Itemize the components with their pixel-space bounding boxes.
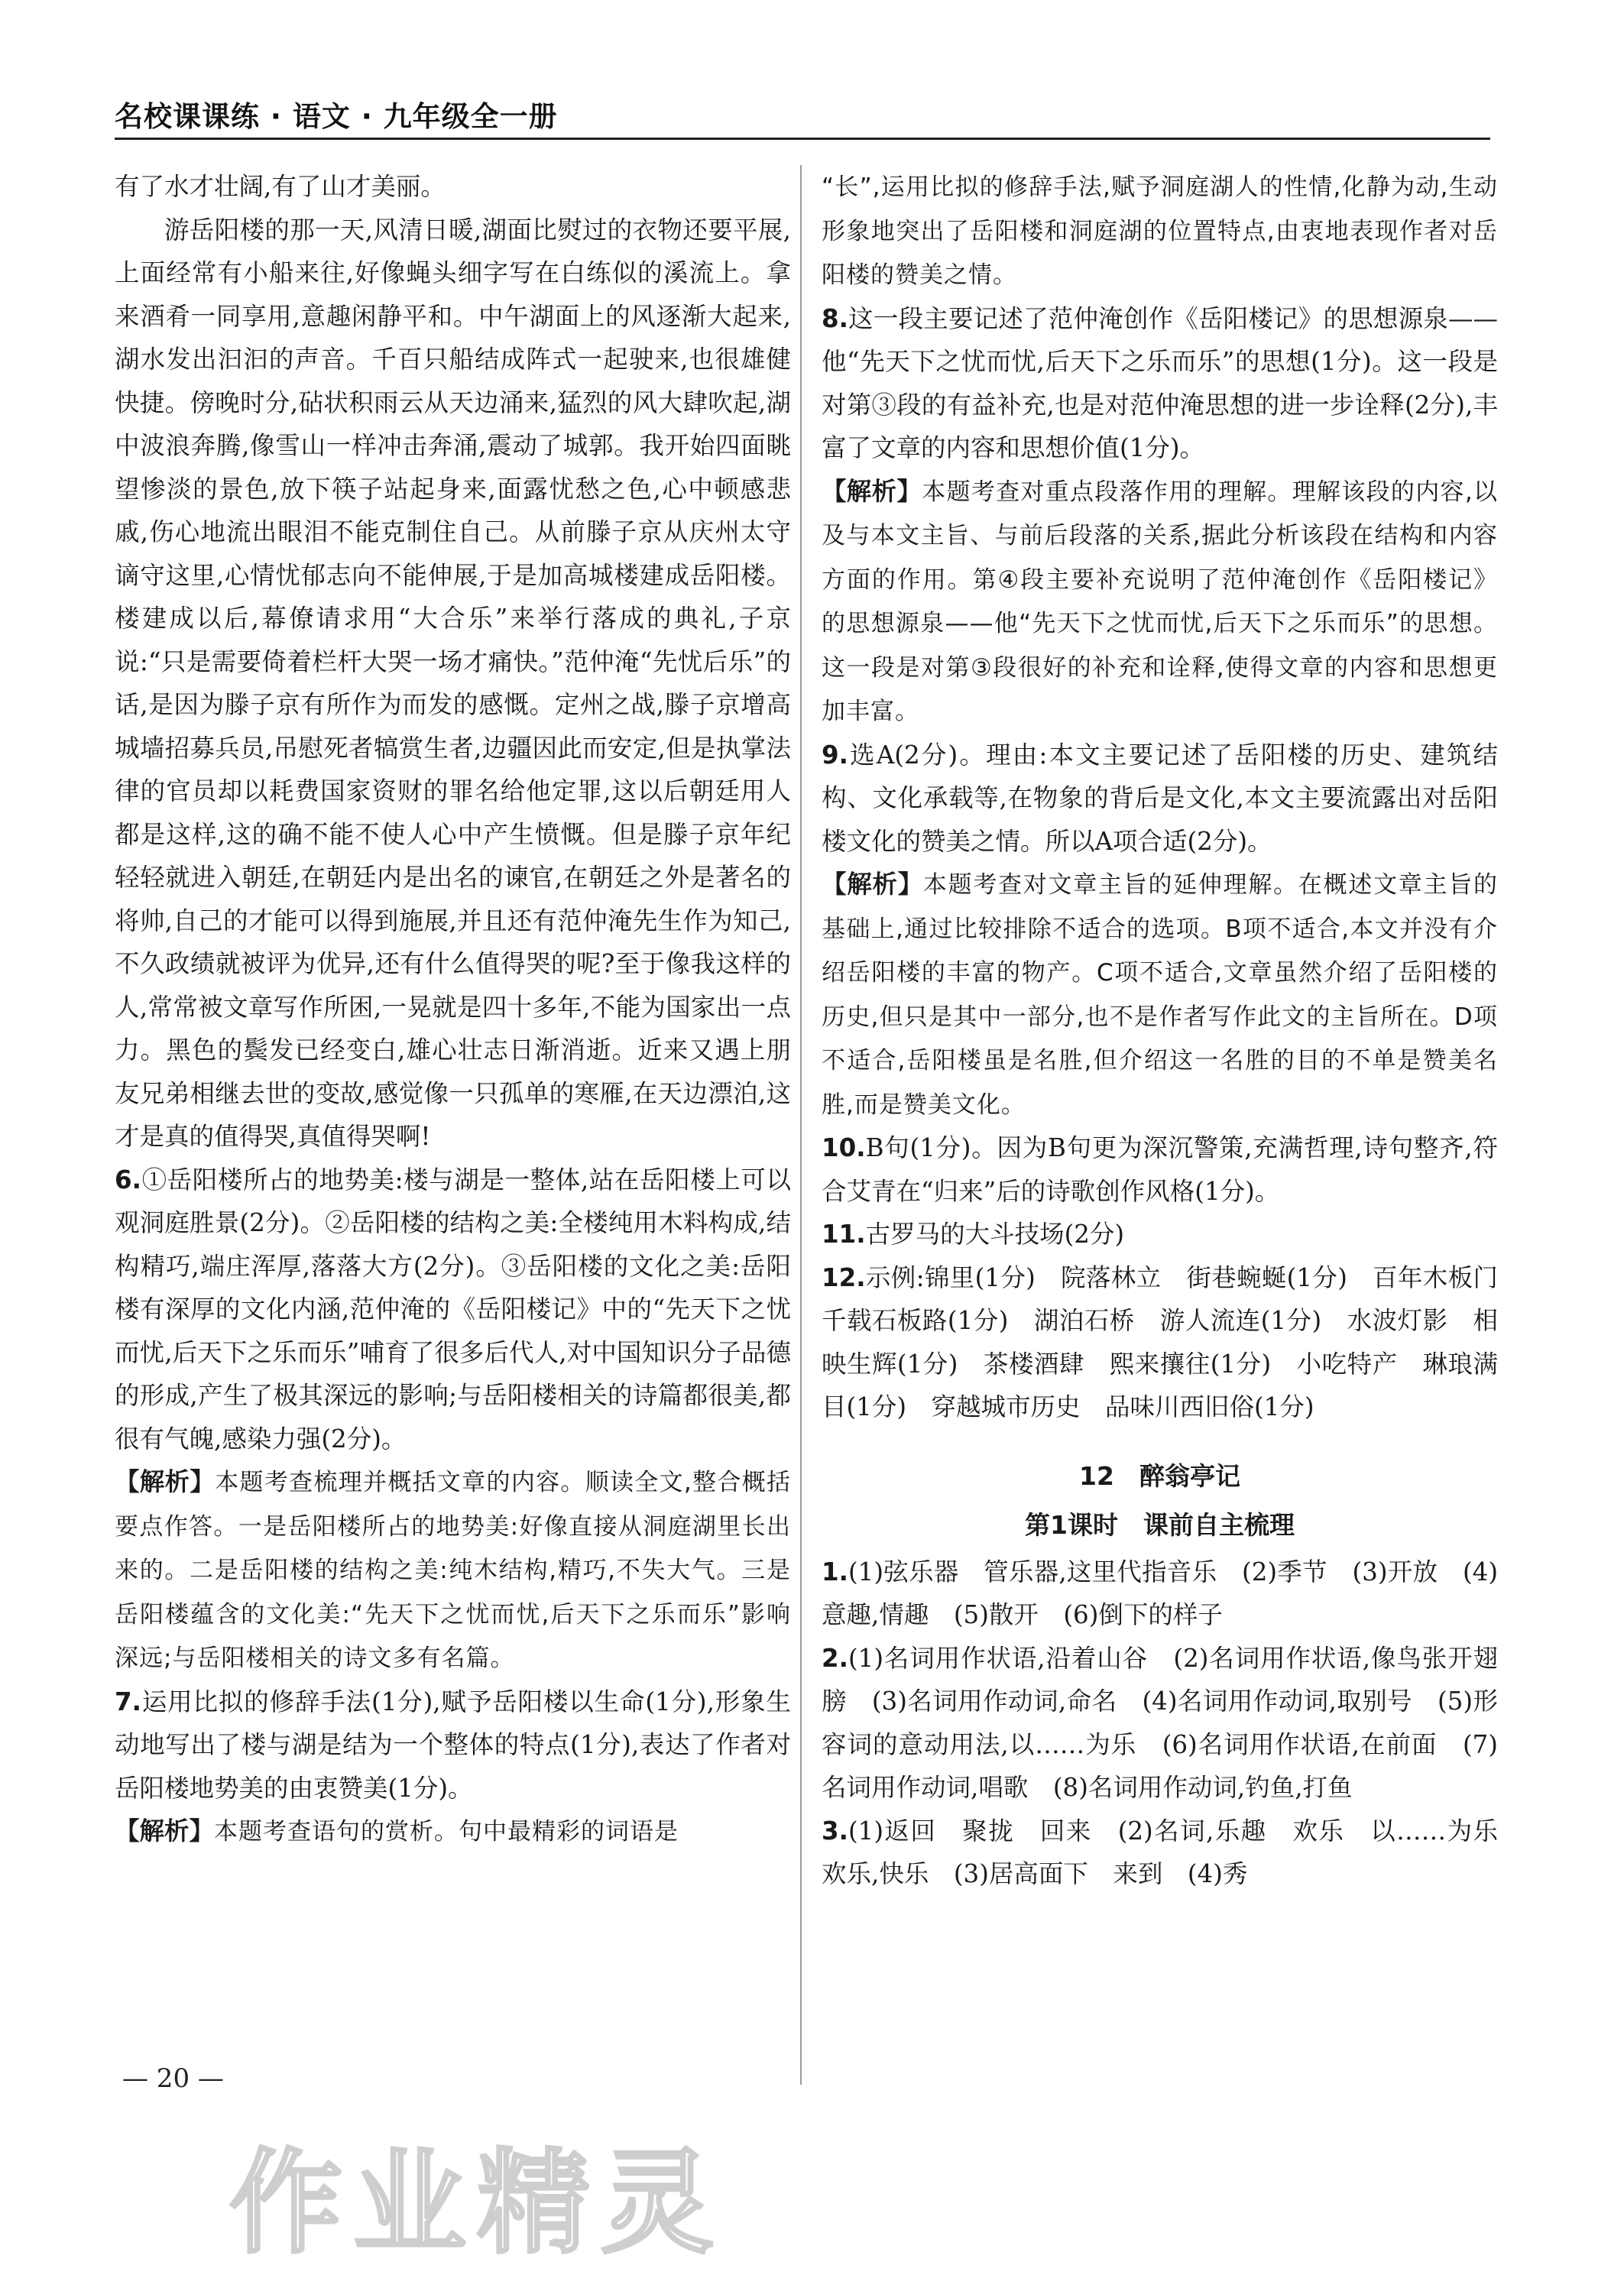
answer-text: 示例:锦里(1分) 院落林立 街巷蜿蜒(1分) 百年木板门 千载石板路(1分) 湖泊石桥 游人流连(1分) 水波灯影 相映生辉(1分) 茶楼酒肆 熙来攘往(1分) 小吃特产 琳琅满目(1分) 穿越城市历史 品味川西旧俗(1分) bbox=[822, 1262, 1523, 1421]
analysis-tag: 【解析】 bbox=[115, 1816, 215, 1846]
analysis-6 bbox=[115, 1460, 791, 1680]
header-title: 名校课课练 · 语文 · 九年级全一册 bbox=[115, 100, 558, 133]
right-column bbox=[822, 165, 1523, 1896]
answer-number: 8. bbox=[822, 303, 848, 333]
answer-9 bbox=[822, 734, 1498, 864]
analysis-9 bbox=[822, 863, 1498, 1126]
answer-text: (1)弦乐器 管乐器,这里代指音乐 (2)季节 (3)开放 (4)意趣,情趣 (5)散开 (6)倒下的样子 bbox=[822, 1557, 1498, 1629]
analysis-text: 本题考查对重点段落作用的理解。理解该段的内容,以及与本文主旨、与前后段落的关系,据此分析该段在结构和内容方面的作用。第④段主要补充说明了范仲淹创作《岳阳楼记》的思想源泉——他“先天下之忧而忧,后天下之乐而乐”的思想。这一段是对第③段很好的补充和诠释,使得文章的内容和思想更加丰富。 bbox=[822, 478, 1498, 725]
analysis-tag: 【解析】 bbox=[822, 476, 922, 506]
answer-text: ①岳阳楼所占的地势美:楼与湖是一整体,站在岳阳楼上可以观洞庭胜景(2分)。②岳阳楼的结构之美:全楼纯用木料构成,结构精巧,端庄浑厚,落落大方(2分)。③岳阳楼的文化之美:岳阳楼有深厚的文化内涵,范仲淹的《岳阳楼记》中的“先天下之忧而忧,后天下之乐而乐”哺育了很多后代人,对中国知识分子品德的形成,产生了极其深远的影响;与岳阳楼相关的诗篇都很美,都很有气魄,感染力强(2分)。 bbox=[115, 1165, 791, 1453]
answer-number: 3. bbox=[822, 1816, 848, 1846]
answer-12 bbox=[822, 1256, 1523, 1429]
answer-text: 古罗马的大斗技场(2分) bbox=[865, 1220, 1125, 1249]
lesson-title: 第1课时 课前自主梳理 bbox=[1025, 1510, 1295, 1540]
answer-8 bbox=[822, 297, 1498, 470]
answer-number: 12. bbox=[822, 1262, 866, 1292]
paragraph-continuation: 有了水才壮阔,有了山才美丽。 bbox=[115, 172, 446, 201]
answer-text: 运用比拟的修辞手法(1分),赋予岳阳楼以生命(1分),形象生动地写出了楼与湖是结为一个整体的特点(1分),表达了作者对岳阳楼地势美的由衷赞美(1分)。 bbox=[115, 1687, 791, 1803]
answer-number: 7. bbox=[115, 1687, 141, 1716]
column-divider bbox=[800, 165, 802, 2085]
answer-text: (1)返回 聚拢 回来 (2)名词,乐趣 欢乐 以……为乐 欢乐,快乐 (3)居高面下 来到 (4)秀 bbox=[822, 1816, 1523, 1888]
analysis-tag: 【解析】 bbox=[822, 870, 923, 899]
analysis-tag: 【解析】 bbox=[115, 1467, 216, 1496]
answer-6 bbox=[115, 1159, 791, 1461]
analysis-text: 本题考查梳理并概括文章的内容。顺读全文,整合概括要点作答。一是岳阳楼所占的地势美:好像直接从洞庭湖里长出来的。二是岳阳楼的结构之美:纯木结构,精巧,不失大气。三是岳阳楼蕴含的文化美:“先天下之忧而忧,后天下之乐而乐”影响深远;与岳阳楼相关的诗文多有名篇。 bbox=[115, 1469, 791, 1672]
answer-number: 10. bbox=[822, 1133, 866, 1162]
answer-text: 这一段主要记述了范仲淹创作《岳阳楼记》的思想源泉——他“先天下之忧而忧,后天下之乐而乐”的思想(1分)。这一段是对第③段的有益补充,也是对范仲淹思想的进一步诠释(2分),丰富了文章的内容和思想价值(1分)。 bbox=[822, 303, 1498, 462]
analysis-7 bbox=[115, 1810, 791, 1854]
answer-number: 6. bbox=[115, 1165, 141, 1194]
lesson-answer-2 bbox=[822, 1637, 1498, 1810]
page-header bbox=[115, 90, 1490, 144]
answer-7 bbox=[115, 1680, 791, 1810]
answer-number: 9. bbox=[822, 740, 848, 770]
watermark-logo: 作业精灵 bbox=[229, 2137, 724, 2269]
left-column bbox=[115, 165, 791, 1854]
answer-text: B句(1分)。因为B句更为深沉警策,充满哲理,诗句整齐,符合艾青在“归来”后的诗歌创作风格(1分)。 bbox=[822, 1133, 1498, 1206]
lesson-answer-3 bbox=[822, 1810, 1523, 1896]
translation-paragraph: 游岳阳楼的那一天,风清日暖,湖面比熨过的衣物还要平展,上面经常有小船来往,好像蝇头细字写在白练似的溪流上。拿来酒肴一同享用,意趣闲静平和。中午湖面上的风逐渐大起来,湖水发出汩汩的声音。千百只船结成阵式一起驶来,也很雄健快捷。傍晚时分,砧状积雨云从天边涌来,猛烈的风大肆吹起,湖中波浪奔腾,像雪山一样冲击奔涌,震动了城郭。我开始四面眺望惨淡的景色,放下筷子站起身来,面露忧愁之色,心中顿感悲戚,伤心地流出眼泪不能克制住自己。从前滕子京从庆州太守谪守这里,心情忧郁志向不能伸展,于是加高城楼建成岳阳楼。楼建成以后,幕僚请求用“大合乐”来举行落成的典礼,子京说:“只是需要倚着栏杆大哭一场才痛快。”范仲淹“先忧后乐”的话,是因为滕子京有所作为而发的感慨。定州之战,滕子京增高城墙招募兵员,吊慰死者犒赏生者,边疆因此而安定,但是执掌法律的官员却以耗费国家资财的罪名给他定罪,这以后朝廷用人都是这样,这的确不能不使人心中产生愤慨。但是滕子京年纪轻轻就进入朝廷,在朝廷内是出名的谏官,在朝廷之外是著名的将帅,自己的才能可以得到施展,并且还有范仲淹先生作为知己,不久政绩就被评为优异,还有什么值得哭的呢?至于像我这样的人,常常被文章写作所困,一晃就是四十多年,不能为国家出一点力。黑色的鬓发已经变白,雄心壮志日渐消逝。近来又遇上朋友兄弟相继去世的变故,感觉像一只孤单的寒雁,在天边漂泊,这才是真的值得哭,真值得哭啊! bbox=[115, 215, 791, 1151]
answer-number: 11. bbox=[822, 1220, 866, 1249]
section-title: 12 醉翁亭记 bbox=[1079, 1460, 1240, 1491]
analysis-7-continued bbox=[822, 165, 1498, 297]
answer-text: (1)名词用作状语,沿着山谷 (2)名词用作状语,像鸟张开翅膀 (3)名词用作动词,命名 (4)名词用作动词,取别号 (5)形容词的意动用法,以……为乐 (6)名词用作状语,在前面 (7)名词用作动词,唱歌 (8)名词用作动词,钓鱼,打鱼 bbox=[822, 1643, 1498, 1802]
answer-10 bbox=[822, 1126, 1498, 1213]
page-number: — 20 — bbox=[122, 2063, 224, 2094]
lesson-answer-1 bbox=[822, 1551, 1498, 1637]
analysis-text: 本题考查对文章主旨的延伸理解。在概述文章主旨的基础上,通过比较排除不适合的选项。B项不适合,本文并没有介绍岳阳楼的丰富的物产。C项不适合,文章虽然介绍了岳阳楼的历史,但只是其中一部分,也不是作者写作此文的主旨所在。D项不适合,岳阳楼虽是名胜,但介绍这一名胜的目的不单是赞美名胜,而是赞美文化。 bbox=[822, 871, 1498, 1119]
analysis-text: 本题考查语句的赏析。句中最精彩的词语是 bbox=[214, 1818, 679, 1846]
header-rule bbox=[115, 138, 1490, 140]
answer-number: 1. bbox=[822, 1557, 848, 1586]
answer-number: 2. bbox=[822, 1643, 848, 1673]
analysis-8 bbox=[822, 470, 1498, 734]
answer-text: 选A(2分)。理由:本文主要记述了岳阳楼的历史、建筑结构、文化承载等,在物象的背后是文化,本文主要流露出对岳阳楼文化的赞美之情。所以A项合适(2分)。 bbox=[822, 740, 1498, 856]
answer-11 bbox=[822, 1213, 1498, 1256]
analysis-text: “长”,运用比拟的修辞手法,赋予洞庭湖人的性情,化静为动,生动形象地突出了岳阳楼和洞庭湖的位置特点,由衷地表现作者对岳阳楼的赞美之情。 bbox=[822, 173, 1498, 289]
